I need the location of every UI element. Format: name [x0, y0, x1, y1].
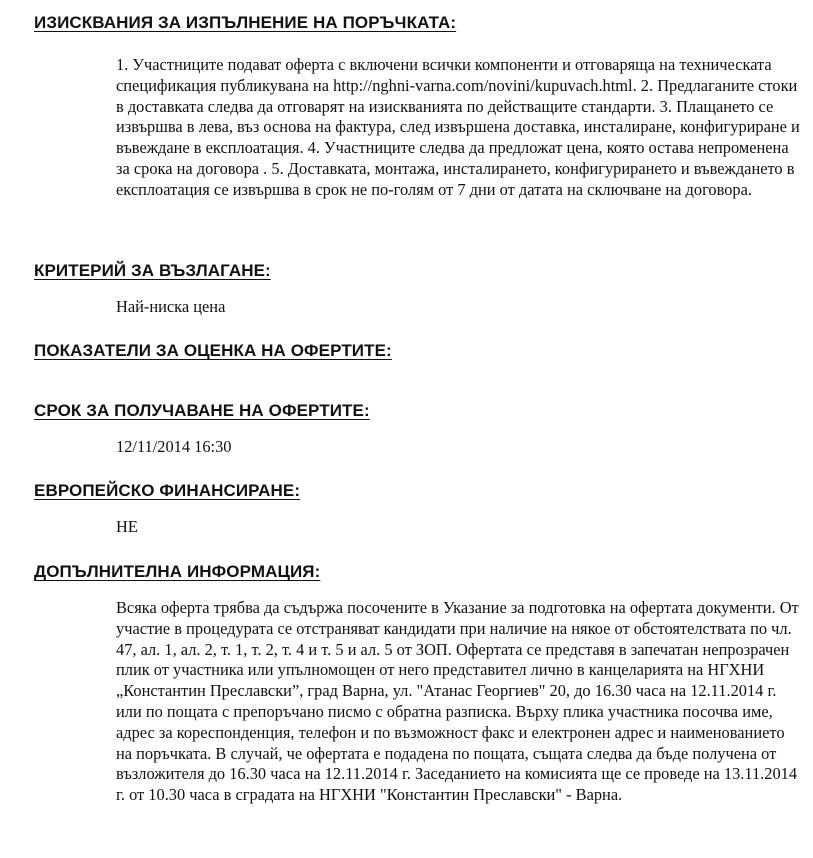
eu-funding-value: НЕ [116, 517, 138, 536]
additional-info-text: Всяка оферта трябва да съдържа посочените в Указание за подготовка на офертата документи. От участие в процедурата се отстраняват кандидати при наличие на някое от обстоятелствата по чл. 47, ал. 1, ал. 2, т. 1, т. 2, т. 4 и т. 5 и ал. 5 от ЗОП. Офертата се представя в запечатан непрозрачен плик от участника или упълномощен от него представител лично в канцеларията на НГХНИ „Константин Преславски”, град Варна, ул. "Атанас Георгиев" 20, до 16.30 часа на 12.11.2014 г. или по пощата с препоръчано писмо с обратна разписка. Върху плика участника посочва име, адрес за кореспонденция, телефон и по възможност факс и електронен адрес и наименованието на поръчката. В случай, че офертата е подадена по пощата, същата следва да бъде получена от възложителя до 16.30 часа на 12.11.2014 г. Заседанието на комисията ще се проведе на 13.11.2014 г. от 10.30 часа в сградата на НГХНИ "Константин Преславски" - Варна. [116, 598, 799, 805]
eu-funding-heading: ЕВРОПЕЙСКО ФИНАНСИРАНЕ: [34, 481, 301, 500]
award-criterion-value: Най-ниска цена [116, 297, 226, 316]
evaluation-indicators-heading: ПОКАЗАТЕЛИ ЗА ОЦЕНКА НА ОФЕРТИТЕ: [34, 341, 392, 360]
award-criterion-heading: КРИТЕРИЙ ЗА ВЪЗЛАГАНЕ: [34, 261, 271, 280]
requirements-heading: ИЗИСКВАНИЯ ЗА ИЗПЪЛНЕНИЕ НА ПОРЪЧКАТА: [34, 13, 457, 32]
additional-info-heading: ДОПЪЛНИТЕЛНА ИНФОРМАЦИЯ: [34, 562, 321, 581]
deadline-value: 12/11/2014 16:30 [116, 437, 232, 456]
deadline-heading: СРОК ЗА ПОЛУЧАВАНЕ НА ОФЕРТИТЕ: [34, 401, 370, 420]
requirements-text: 1. Участниците подават оферта с включени всички компоненти и отговаряща на техническата спецификация публикувана на http://nghni-varna.com/novini/kupuvach.html. 2. Предлаганите стоки в доставката следва да отговарят на изискванията по действащите стандарти. 3. Плащането се извършва в лева, въз основа на фактура, след извършена доставка, инсталиране, конфигуриране и въвеждане в експлоатация. 4. Участниците следва да предложат цена, която остава непроменена за срока на договора . 5. Доставката, монтажа, инсталирането, конфигурирането и въвеждането в експлоатация се извършва в срок не по-голям от 7 дни от датата на сключване на договора. [116, 55, 800, 199]
